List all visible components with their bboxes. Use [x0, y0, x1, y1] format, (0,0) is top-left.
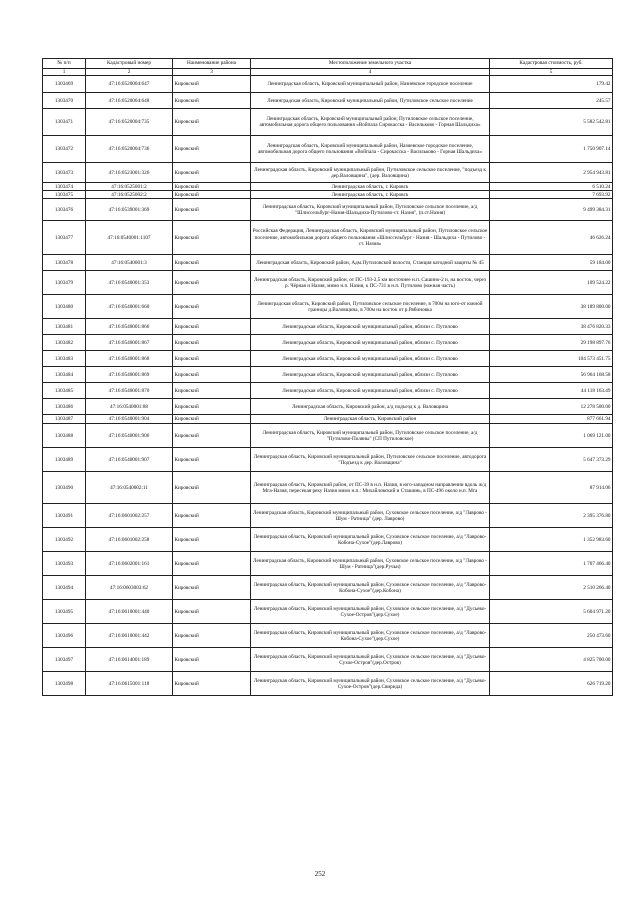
row-number: 1303473	[43, 163, 86, 183]
row-number: 1303480	[43, 295, 86, 319]
location: Ленинградская область, Кировский муниципальный район, Путиловское сельское поселение	[251, 93, 490, 109]
table-row	[43, 528, 613, 552]
cadastral-value: 5 604 971.20	[490, 600, 613, 624]
table-row	[43, 255, 613, 271]
row-number: 1303487	[43, 415, 86, 424]
cadastral-number: 47:16:0540001:867	[86, 335, 173, 351]
header-district: Наименование района	[173, 59, 251, 69]
district-name: Кировский	[173, 552, 251, 576]
table-row	[43, 472, 613, 504]
cadastral-number: 47:16:0540001:870	[86, 383, 173, 399]
row-number: 1303479	[43, 271, 86, 295]
cadastral-value: 2 954 943.81	[490, 163, 613, 183]
cadastral-number: 47:16:0540001:904	[86, 415, 173, 424]
location: Ленинградская область, Кировский муниципальный район, Суховское сельское поселение, а/д "Дусьево-Сухое-Остров"(дер.Сухое)	[251, 600, 490, 624]
header-cadastral-number: Кадастровый номер	[86, 59, 173, 69]
col-number-2: 2	[86, 69, 173, 76]
district-name: Кировский	[173, 399, 251, 415]
district-name: Кировский	[173, 351, 251, 367]
cadastral-value: 59 184.00	[490, 255, 613, 271]
location: Ленинградская область, Кировский муниципальный район, Суховское сельское поселение, а/д "Дусьево-Сухое-Остров"(дер.Свирида)	[251, 672, 490, 696]
cadastral-number: 47:16:0540001:353	[86, 271, 173, 295]
row-number: 1303486	[43, 399, 86, 415]
location: Ленинградская область, Кировский муниципальный район, Суховское сельское поселение, а/д "Лаврово-Кобона-Сухое"(дер.Сухое)	[251, 624, 490, 648]
district-name: Кировский	[173, 183, 251, 191]
row-number: 1303497	[43, 648, 86, 672]
table-row	[43, 191, 613, 199]
cadastral-number: 47:16:0610001:442	[86, 624, 173, 648]
cadastral-number: 47:16:0540001:1107	[86, 221, 173, 255]
table-body	[43, 76, 613, 696]
cadastral-value: 1 069 121.00	[490, 424, 613, 448]
row-number: 1303489	[43, 448, 86, 472]
table-row	[43, 351, 613, 367]
cadastral-value: 2 510 266.40	[490, 576, 613, 600]
cadastral-value: 46 626.24	[490, 221, 613, 255]
table-row	[43, 183, 613, 191]
location: Ленинградская область, Кировский муниципальный район, Суховское сельское поселение, а/д "Лаврово-Кобона-Сухое"(дер.Лаврово)	[251, 528, 490, 552]
col-number-3: 3	[173, 69, 251, 76]
cadastral-number: 47:16:0603003:62	[86, 576, 173, 600]
cadastral-number: 47:16:0601002:257	[86, 504, 173, 528]
cadastral-value: 7 693.92	[490, 191, 613, 199]
table-row	[43, 624, 613, 648]
cadastral-value: 44 118 163.49	[490, 383, 613, 399]
col-number-4: 4	[251, 69, 490, 76]
location: Ленинградская область, Кировский муниципальный район, Назиевское городское поселение	[251, 76, 490, 93]
location: Ленинградская область, Кировский муниципальный район, Путиловское сельское поселение, автомобильная дорога общего пользования «Войпала Сирокасска - Васильково - Горная Шальдиха»	[251, 109, 490, 136]
row-number: 1303475	[43, 191, 86, 199]
district-name: Кировский	[173, 163, 251, 183]
location: Ленинградская область, Кировский муниципальный район, вблизи с. Путилово	[251, 335, 490, 351]
cadastral-value: 5 647 373.29	[490, 448, 613, 472]
district-name: Кировский	[173, 367, 251, 383]
cadastral-value: 38 476 820.33	[490, 319, 613, 335]
location: Ленинградская область, Кировский муниципальный район, вблизи с. Путилово	[251, 383, 490, 399]
cadastral-value: 109 524.22	[490, 271, 613, 295]
row-number: 1303488	[43, 424, 86, 448]
table-row	[43, 335, 613, 351]
row-number: 1303493	[43, 552, 86, 576]
cadastral-value: 12 278 500.00	[490, 399, 613, 415]
cadastral-value: 38 189 800.00	[490, 295, 613, 319]
cadastral-number: 47:16:0540001:88	[86, 399, 173, 415]
cadastral-number: 47:16:0540001:869	[86, 367, 173, 383]
col-number-1: 1	[43, 69, 86, 76]
location: Ленинградская область, г. Кировск	[251, 191, 490, 199]
cadastral-value-table	[42, 58, 613, 696]
cadastral-number: 47:16:0540002:11	[86, 472, 173, 504]
table-row	[43, 295, 613, 319]
location: Ленинградская область, Кировский муниципальный район, Назиевское городское поселение, автомобильная дорога общего пользования «Войпала - Сирокасска - Васильково - Горная Шальдиха»	[251, 136, 490, 163]
cadastral-value: 179.42	[490, 76, 613, 93]
cadastral-number: 47:16:0520004:648	[86, 93, 173, 109]
cadastral-number: 47:16:0610001:440	[86, 600, 173, 624]
row-number: 1303471	[43, 109, 86, 136]
location: Ленинградская область, Кировский муниципальный район, Суховское сельское поселение, а/д "Дусьево-Сухое-Остров"(дер.Остров)	[251, 648, 490, 672]
district-name: Кировский	[173, 672, 251, 696]
col-number-5: 5	[490, 69, 613, 76]
row-number: 1303494	[43, 576, 86, 600]
district-name: Кировский	[173, 191, 251, 199]
district-name: Кировский	[173, 136, 251, 163]
row-number: 1303495	[43, 600, 86, 624]
row-number: 1303485	[43, 383, 86, 399]
district-name: Кировский	[173, 221, 251, 255]
cadastral-number: 47:16:0520004:647	[86, 76, 173, 93]
row-number: 1303481	[43, 319, 86, 335]
cadastral-number: 47:16:0520004:735	[86, 109, 173, 136]
location: Ленинградская область, Кировский муниципальный район, Суховское сельское поселение, а/д "Лаврово - Шум - Ратница"(дер.Ручьи)	[251, 552, 490, 576]
table-row	[43, 399, 613, 415]
cadastral-number: 47:16:0540001:660	[86, 295, 173, 319]
cadastral-number: 47:16:0602001:161	[86, 552, 173, 576]
header-num: № п/п	[43, 59, 86, 69]
row-number: 1303483	[43, 351, 86, 367]
location: Ленинградская область, Кировский муниципальный район, Путиловское сельское поселение, а/д "Путилово-Поляны" (СП Путиловское)	[251, 424, 490, 448]
cadastral-value: 250 473.60	[490, 624, 613, 648]
cadastral-value: 2 395 376.80	[490, 504, 613, 528]
row-number: 1303477	[43, 221, 86, 255]
district-name: Кировский	[173, 335, 251, 351]
header-location: Местоположение земельного участка	[251, 59, 490, 69]
location: Ленинградская область, Кировский муниципальный район, вблизи с. Путилово	[251, 319, 490, 335]
district-name: Кировский	[173, 415, 251, 424]
cadastral-number: 47:16:0525002:2	[86, 191, 173, 199]
district-name: Кировский	[173, 504, 251, 528]
table-row	[43, 552, 613, 576]
location: Ленинградская область, Кировский район, от ПС-39 в н.п. Назия, в юго-западном направлении вдоль ж/д Мга-Назия, пересекая реку Назия мимо н.п.: Михайловский и Сташинь, в ПС-496 около н.п. Мга	[251, 472, 490, 504]
cadastral-number: 47:16:0540001:907	[86, 448, 173, 472]
cadastral-value: 87 914.06	[490, 472, 613, 504]
cadastral-value: 626 719.20	[490, 672, 613, 696]
district-name: Кировский	[173, 319, 251, 335]
cadastral-value: 245.57	[490, 93, 613, 109]
table-row	[43, 648, 613, 672]
cadastral-number: 47:16:0540001:906	[86, 424, 173, 448]
table-row	[43, 383, 613, 399]
table-row	[43, 672, 613, 696]
cadastral-value: 56 964 168.58	[490, 367, 613, 383]
cadastral-value: 29 198 897.76	[490, 335, 613, 351]
cadastral-value: 1 352 983.60	[490, 528, 613, 552]
cadastral-number: 47:16:0615001:118	[86, 672, 173, 696]
cadastral-number: 47:16:0540001:866	[86, 319, 173, 335]
cadastral-value: 6 510.24	[490, 183, 613, 191]
cadastral-value: 9 499 384.31	[490, 199, 613, 221]
table-row	[43, 319, 613, 335]
location: Ленинградская область, Кировский муниципальный район, вблизи с. Путилово	[251, 351, 490, 367]
location: Ленинградская область, Кировский муниципальный район, Путиловское сельское поселение, автодорога "Подъезд к дер. Валовщина"	[251, 448, 490, 472]
district-name: Кировский	[173, 600, 251, 624]
table-row	[43, 415, 613, 424]
row-number: 1303476	[43, 199, 86, 221]
location: Ленинградская область, г. Кировск	[251, 183, 490, 191]
column-number-row	[43, 69, 613, 76]
location: Ленинградская область, Кировский район, Адм.Путиловской волости, Станция катодной защиты № 45	[251, 255, 490, 271]
district-name: Кировский	[173, 271, 251, 295]
district-name: Кировский	[173, 576, 251, 600]
row-number: 1303496	[43, 624, 86, 648]
cadastral-value: 1 750 907.14	[490, 136, 613, 163]
row-number: 1303482	[43, 335, 86, 351]
row-number: 1303478	[43, 255, 86, 271]
location: Ленинградская область, Кировский муниципальный район, Суховское сельское поселение, а/д "Лаврово - Шум - Ратница" (дер. Лаврово)	[251, 504, 490, 528]
district-name: Кировский	[173, 472, 251, 504]
header-row	[43, 59, 613, 69]
district-name: Кировский	[173, 383, 251, 399]
row-number: 1303491	[43, 504, 86, 528]
table-row	[43, 136, 613, 163]
table-row	[43, 93, 613, 109]
district-name: Кировский	[173, 624, 251, 648]
table-row	[43, 424, 613, 448]
cadastral-number: 47:16:0539001:369	[86, 199, 173, 221]
district-name: Кировский	[173, 93, 251, 109]
district-name: Кировский	[173, 76, 251, 93]
table-row	[43, 448, 613, 472]
location: Ленинградская область, Кировский район, Путиловское сельское поселение, в 700м на юго-от южной границы д.Валовщина, в 700м на восток от р.Рябиновка	[251, 295, 490, 319]
table-row	[43, 576, 613, 600]
row-number: 1303492	[43, 528, 86, 552]
location: Ленинградская область, Кировский муниципальный район, Путиловское сельское поселение, а/д "Шлиссельбург-Назия-Шальдиха-Путилово-ст. Назия", (п.ст.Назия)	[251, 199, 490, 221]
table-row	[43, 600, 613, 624]
location: Ленинградская область, Кировский район, а/д подъезд к д. Валовщина	[251, 399, 490, 415]
district-name: Кировский	[173, 199, 251, 221]
district-name: Кировский	[173, 255, 251, 271]
row-number: 1303470	[43, 93, 86, 109]
district-name: Кировский	[173, 648, 251, 672]
table-row	[43, 221, 613, 255]
cadastral-value: 104 573 451.75	[490, 351, 613, 367]
location: Ленинградская область, Кировский муниципальный район, Суховское сельское поселение, а/д "Лаврово-Кобона-Сухое"(дер.Кобона)	[251, 576, 490, 600]
cadastral-value: 4 825 700.00	[490, 648, 613, 672]
location: Ленинградская область, Кировский муниципальный район, вблизи с. Путилово	[251, 367, 490, 383]
row-number: 1303469	[43, 76, 86, 93]
table-row	[43, 163, 613, 183]
cadastral-value: 1 707 466.40	[490, 552, 613, 576]
table-row	[43, 76, 613, 93]
table-row	[43, 504, 613, 528]
district-name: Кировский	[173, 528, 251, 552]
district-name: Кировский	[173, 295, 251, 319]
table-row	[43, 109, 613, 136]
cadastral-number: 47:16:0614001:189	[86, 648, 173, 672]
row-number: 1303472	[43, 136, 86, 163]
cadastral-number: 47:16:0540001:3	[86, 255, 173, 271]
district-name: Кировский	[173, 448, 251, 472]
location: Ленинградская область, Кировский район, от ПС-193-2,5 км восточнее н.п. Сашино-2 и, на восток, через р. Чёрная и Назия, мимо н.п. Назия, к ПС-731 в н.п. Путилово (южная часть)	[251, 271, 490, 295]
location: Ленинградская область, Кировский район	[251, 415, 490, 424]
row-number: 1303498	[43, 672, 86, 696]
page-number: 252	[314, 870, 326, 878]
location: Ленинградская область, Кировский муниципальный район, Путиловское сельское поселение, "подъезд к дер.Валовщина", (дер. Валовщина)	[251, 163, 490, 183]
table-row	[43, 271, 613, 295]
cadastral-number: 47:16:0520004:736	[86, 136, 173, 163]
header-cadastral-value: Кадастровая стоимость, руб.	[490, 59, 613, 69]
table-row	[43, 199, 613, 221]
cadastral-number: 47:16:0525001:2	[86, 183, 173, 191]
district-name: Кировский	[173, 109, 251, 136]
cadastral-number: 47:16:0601002:258	[86, 528, 173, 552]
cadastral-value: 877 661.94	[490, 415, 613, 424]
row-number: 1303490	[43, 472, 86, 504]
location: Российская Федерация, Ленинградская область, Кировский муниципальный район, Путиловское сельское поселение, автомобильная дорога общего пользования «Шлиссельбург - Назия - Шальдиха - Путилово - ст. Назия»	[251, 221, 490, 255]
cadastral-number: 47:16:0523001:326	[86, 163, 173, 183]
cadastral-number: 47:16:0540001:868	[86, 351, 173, 367]
table-row	[43, 367, 613, 383]
district-name: Кировский	[173, 424, 251, 448]
row-number: 1303474	[43, 183, 86, 191]
row-number: 1303484	[43, 367, 86, 383]
cadastral-value: 5 582 542.81	[490, 109, 613, 136]
